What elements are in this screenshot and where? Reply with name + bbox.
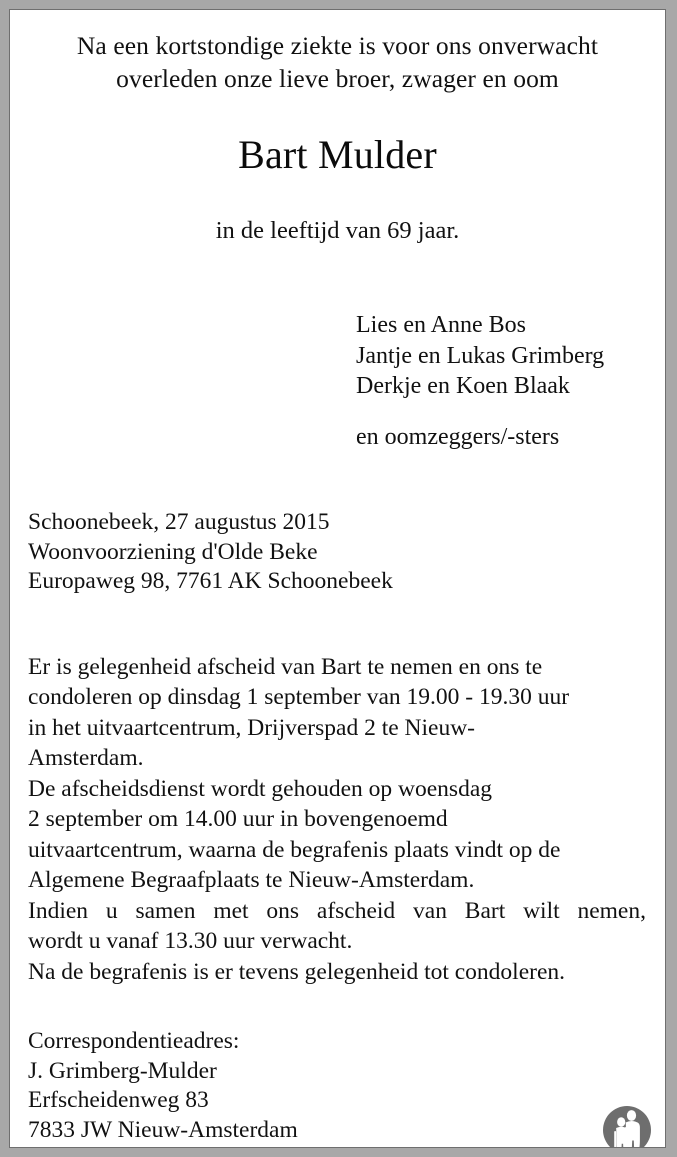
obituary-content [10,29,665,1148]
justified-word: van [413,897,447,924]
service-line: 2 september om 14.00 uur in bovengenoemd [28,806,448,832]
service-line: condoleren op dinsdag 1 september van 19.00 - 19.30 uur [28,684,570,710]
intro-line-2: overleden onze lieve broer, zwager en oom [116,64,559,93]
funeral-home-logo [599,1102,655,1148]
service-line: De afscheidsdienst wordt gehouden op woensdag [28,775,493,802]
service-line-justified [28,896,646,927]
correspondence-line: J. Grimberg-Mulder [28,1057,217,1084]
address-line: Schoonebeek, 27 augustus 2015 [28,509,330,535]
survivor-name: Jantje en Lukas Grimberg [356,342,605,369]
survivor-name: Lies en Anne Bos [356,312,526,338]
service-line: uitvaartcentrum, waarna de begrafenis plaats vindt op de [28,836,561,863]
correspondence-address-block [19,1027,656,1145]
justified-word: samen [135,897,196,924]
justified-word: wilt [523,897,560,924]
intro-line-1: Na een kortstondige ziekte is voor ons onverwacht [76,31,599,60]
correspondence-line: 7833 JW Nieuw-Amsterdam [28,1116,298,1143]
justified-word: nemen, [577,897,646,924]
survivor-name: Derkje en Koen Blaak [356,373,570,399]
survivors-block [19,310,656,452]
age-line: in de leeftijd van 69 jaar. [215,217,460,244]
service-line: Er is gelegenheid afscheid van Bart te nemen en ons te [28,653,543,680]
justified-word: ons [266,897,300,924]
intro-text [19,29,656,95]
justified-word: afscheid [316,897,396,924]
address-line: Woonvoorziening d'Olde Beke [28,538,318,565]
justified-word: met [213,897,249,924]
correspondence-line: Erfscheidenweg 83 [28,1087,209,1113]
service-line: Amsterdam. [28,745,144,771]
address-line: Europaweg 98, 7761 AK Schoonebeek [28,568,393,594]
residence-address-block [19,508,656,597]
deceased-name: Bart Mulder [238,132,437,177]
nephews-nieces-line: en oomzeggers/-sters [356,423,560,450]
service-details-block [19,652,656,988]
service-line: wordt u vanaf 13.30 uur verwacht. [28,928,353,954]
service-line: Algemene Begraafplaats te Nieuw-Amsterdam. [28,867,475,893]
correspondence-line: Correspondentieadres: [28,1028,240,1054]
justified-word: Indien [28,897,89,924]
justified-word: Bart [464,897,506,924]
justified-word: u [105,897,118,924]
obituary-card [9,9,666,1148]
service-line: in het uitvaartcentrum, Drijverspad 2 te Nieuw- [28,714,476,741]
service-line: Na de begrafenis is er tevens gelegenheid tot condoleren. [28,958,566,985]
